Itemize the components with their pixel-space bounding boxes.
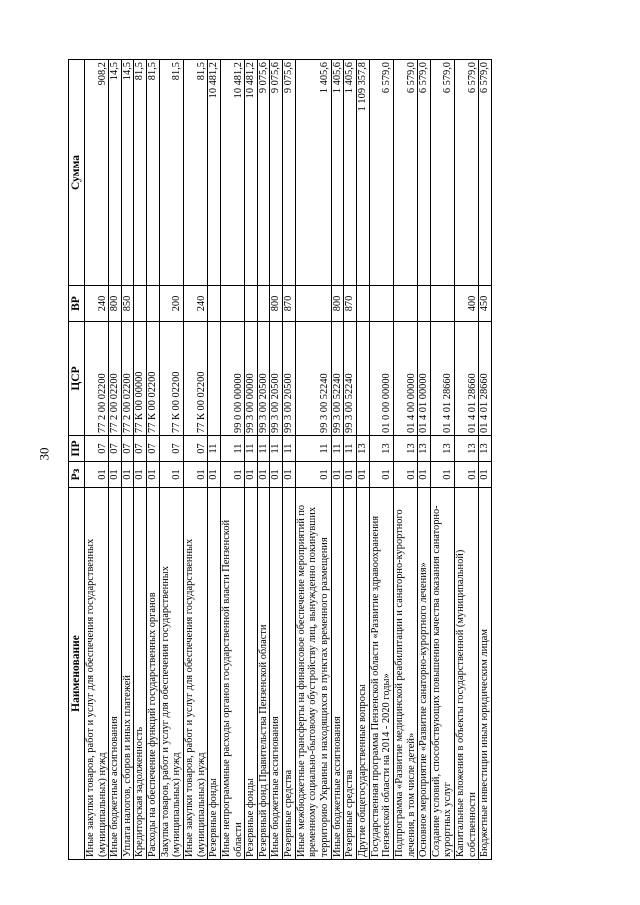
row-vr <box>147 286 160 322</box>
table-row <box>331 60 344 860</box>
row-csr: 01 4 01 28660 <box>430 322 454 436</box>
row-csr: 77 К 00 02200 <box>184 322 208 436</box>
table-row <box>369 60 393 860</box>
column-header-sum: Сумма <box>69 60 85 286</box>
row-rz: 01 <box>356 462 369 488</box>
row-vr <box>220 286 244 322</box>
table-row <box>220 60 244 860</box>
row-pr: 11 <box>331 436 344 462</box>
rotated-budget-table <box>68 60 598 860</box>
row-csr: 99 3 00 20500 <box>257 322 270 436</box>
row-vr: 400 <box>455 286 479 322</box>
row-vr: 240 <box>84 286 108 322</box>
row-vr <box>134 286 147 322</box>
row-name: Иные закупки товаров, работ и услуг для обеспечения государственных (муниципальных) нужд <box>84 488 108 860</box>
row-rz: 01 <box>270 462 283 488</box>
row-name: Иные закупки товаров, работ и услуг для обеспечения государственных (муниципальных) нужд <box>184 488 208 860</box>
table-row <box>430 60 454 860</box>
row-pr: 11 <box>283 436 296 462</box>
row-pr: 07 <box>121 436 134 462</box>
row-pr: 07 <box>147 436 160 462</box>
table-row <box>270 60 283 860</box>
row-pr: 11 <box>245 436 258 462</box>
column-header-pr: ПР <box>69 436 85 462</box>
row-name: Создание условий, способствующих повышению качества оказания санаторно-курортных услуг <box>430 488 454 860</box>
row-rz: 01 <box>283 462 296 488</box>
row-rz: 01 <box>134 462 147 488</box>
table-row <box>283 60 296 860</box>
row-rz: 01 <box>147 462 160 488</box>
row-rz: 01 <box>109 462 122 488</box>
row-sum: 81,5 <box>159 60 183 286</box>
column-header-vr: ВР <box>69 286 85 322</box>
row-name: Бюджетные инвестиции иным юридическим лицам <box>479 488 492 860</box>
row-csr: 77 К 00 00000 <box>134 322 147 436</box>
row-csr: 99 3 00 52240 <box>344 322 357 436</box>
table-row <box>257 60 270 860</box>
row-csr: 77 К 00 02200 <box>147 322 160 436</box>
table-row <box>245 60 258 860</box>
row-rz: 01 <box>257 462 270 488</box>
table-row <box>109 60 122 860</box>
table-row <box>159 60 183 860</box>
row-pr: 07 <box>159 436 183 462</box>
row-rz: 01 <box>159 462 183 488</box>
row-csr: 01 4 01 00000 <box>418 322 431 436</box>
table-row <box>134 60 147 860</box>
row-vr <box>295 286 331 322</box>
row-pr: 13 <box>479 436 492 462</box>
row-name: Государственная программа Пензенской области «Развитие здравоохранения Пензенской области на 2014 - 2020 годы» <box>369 488 393 860</box>
row-rz: 01 <box>369 462 393 488</box>
table-row <box>356 60 369 860</box>
row-csr: 99 3 00 20500 <box>270 322 283 436</box>
row-name: Иные бюджетные ассигнования <box>331 488 344 860</box>
row-vr: 200 <box>159 286 183 322</box>
row-pr: 13 <box>356 436 369 462</box>
row-vr: 240 <box>184 286 208 322</box>
row-pr: 11 <box>220 436 244 462</box>
row-name: Иные бюджетные ассигнования <box>109 488 122 860</box>
row-sum: 6 579,0 <box>455 60 479 286</box>
row-vr: 870 <box>283 286 296 322</box>
row-sum: 10 481,2 <box>245 60 258 286</box>
row-sum: 81,5 <box>134 60 147 286</box>
row-rz: 01 <box>479 462 492 488</box>
row-csr: 77 2 00 02200 <box>121 322 134 436</box>
table-row <box>208 60 221 860</box>
row-sum: 14,5 <box>109 60 122 286</box>
row-name: Другие общегосударственные вопросы <box>356 488 369 860</box>
table-row <box>479 60 492 860</box>
row-csr <box>208 322 221 436</box>
row-csr: 99 3 00 52240 <box>331 322 344 436</box>
row-rz: 01 <box>184 462 208 488</box>
row-pr: 11 <box>257 436 270 462</box>
row-pr: 13 <box>369 436 393 462</box>
row-vr: 870 <box>344 286 357 322</box>
row-name: Резервные фонды <box>245 488 258 860</box>
row-name: Расходы на обеспечение функций государственных органов <box>147 488 160 860</box>
table-row <box>295 60 331 860</box>
row-vr: 800 <box>270 286 283 322</box>
table-row <box>184 60 208 860</box>
row-rz: 01 <box>208 462 221 488</box>
row-csr: 99 3 00 20500 <box>283 322 296 436</box>
row-pr: 07 <box>134 436 147 462</box>
row-name: Иные непрограммные расходы органов государственной власти Пензенской области <box>220 488 244 860</box>
row-name: Резервный фонд Правительства Пензенской области <box>257 488 270 860</box>
row-vr <box>369 286 393 322</box>
row-csr: 01 4 00 00000 <box>393 322 417 436</box>
row-rz: 01 <box>430 462 454 488</box>
row-csr: 99 0 00 00000 <box>220 322 244 436</box>
row-pr: 11 <box>295 436 331 462</box>
row-csr: 99 3 00 52240 <box>295 322 331 436</box>
column-header-csr: ЦСР <box>69 322 85 436</box>
row-sum: 6 579,0 <box>430 60 454 286</box>
row-pr: 13 <box>455 436 479 462</box>
row-name: Кредиторская задолженность <box>134 488 147 860</box>
row-name: Капитальные вложения в объекты государственной (муниципальной) собственности <box>455 488 479 860</box>
row-name: Уплата налогов, сборов и иных платежей <box>121 488 134 860</box>
row-sum: 6 579,0 <box>369 60 393 286</box>
row-csr <box>356 322 369 436</box>
row-rz: 01 <box>418 462 431 488</box>
row-pr: 07 <box>184 436 208 462</box>
row-rz: 01 <box>245 462 258 488</box>
row-csr: 99 3 00 00000 <box>245 322 258 436</box>
row-rz: 01 <box>295 462 331 488</box>
row-name: Резервные средства <box>344 488 357 860</box>
row-rz: 01 <box>331 462 344 488</box>
table-row <box>393 60 417 860</box>
row-sum: 1 405,6 <box>295 60 331 286</box>
row-rz: 01 <box>84 462 108 488</box>
table-header-row <box>69 60 85 860</box>
column-header-name: Наименование <box>69 488 85 860</box>
row-sum: 1 405,6 <box>331 60 344 286</box>
row-sum: 81,5 <box>184 60 208 286</box>
table-body <box>84 60 491 860</box>
row-csr: 01 4 01 28660 <box>455 322 479 436</box>
row-vr <box>418 286 431 322</box>
row-vr <box>430 286 454 322</box>
row-pr: 11 <box>270 436 283 462</box>
row-pr: 11 <box>208 436 221 462</box>
table-row <box>121 60 134 860</box>
row-pr: 13 <box>430 436 454 462</box>
row-vr <box>245 286 258 322</box>
row-sum: 14,5 <box>121 60 134 286</box>
row-rz: 01 <box>455 462 479 488</box>
row-name: Иные межбюджетные трансферты на финансовое обеспечение мероприятий по временному социально-бытовому обустройству лиц, вынужденно покинувших территорию Украины и находящихся в пунктах временного размещения <box>295 488 331 860</box>
row-rz: 01 <box>220 462 244 488</box>
row-vr <box>257 286 270 322</box>
row-csr: 77 К 00 02200 <box>159 322 183 436</box>
row-rz: 01 <box>393 462 417 488</box>
row-sum: 1 109 357,8 <box>356 60 369 286</box>
row-sum: 10 481,2 <box>220 60 244 286</box>
row-vr <box>356 286 369 322</box>
row-sum: 6 579,0 <box>418 60 431 286</box>
row-csr: 01 0 00 00000 <box>369 322 393 436</box>
table-row <box>84 60 108 860</box>
row-name: Основное мероприятие «Развитие санаторно-курортного лечения» <box>418 488 431 860</box>
row-sum: 9 075,6 <box>270 60 283 286</box>
row-name: Закупка товаров, работ и услуг для обеспечения государственных (муниципальных) нужд <box>159 488 183 860</box>
row-csr: 77 2 00 02200 <box>84 322 108 436</box>
row-rz: 01 <box>121 462 134 488</box>
table-row <box>344 60 357 860</box>
row-name: Подпрограмма «Развитие медицинской реабилитации и санаторно-курортного лечения, в том числе детей» <box>393 488 417 860</box>
row-sum: 1 405,6 <box>344 60 357 286</box>
row-name: Иные бюджетные ассигнования <box>270 488 283 860</box>
row-rz: 01 <box>344 462 357 488</box>
column-header-rz: Рз <box>69 462 85 488</box>
row-vr: 850 <box>121 286 134 322</box>
row-sum: 81,5 <box>147 60 160 286</box>
row-pr: 11 <box>344 436 357 462</box>
row-sum: 908,2 <box>84 60 108 286</box>
row-pr: 13 <box>418 436 431 462</box>
budget-table <box>68 59 492 860</box>
row-sum: 6 579,0 <box>393 60 417 286</box>
row-name: Резервные фонды <box>208 488 221 860</box>
row-sum: 9 075,6 <box>283 60 296 286</box>
row-sum: 9 075,6 <box>257 60 270 286</box>
row-csr: 77 2 00 02200 <box>109 322 122 436</box>
page-number: 30 <box>36 447 52 461</box>
row-vr: 800 <box>109 286 122 322</box>
row-name: Резервные средства <box>283 488 296 860</box>
row-vr: 800 <box>331 286 344 322</box>
table-row <box>455 60 479 860</box>
row-vr <box>208 286 221 322</box>
table-row <box>418 60 431 860</box>
row-sum: 10 481,2 <box>208 60 221 286</box>
row-sum: 6 579,0 <box>479 60 492 286</box>
table-row <box>147 60 160 860</box>
row-vr: 450 <box>479 286 492 322</box>
row-vr <box>393 286 417 322</box>
row-pr: 07 <box>84 436 108 462</box>
row-csr: 01 4 01 28660 <box>479 322 492 436</box>
row-pr: 07 <box>109 436 122 462</box>
row-pr: 13 <box>393 436 417 462</box>
